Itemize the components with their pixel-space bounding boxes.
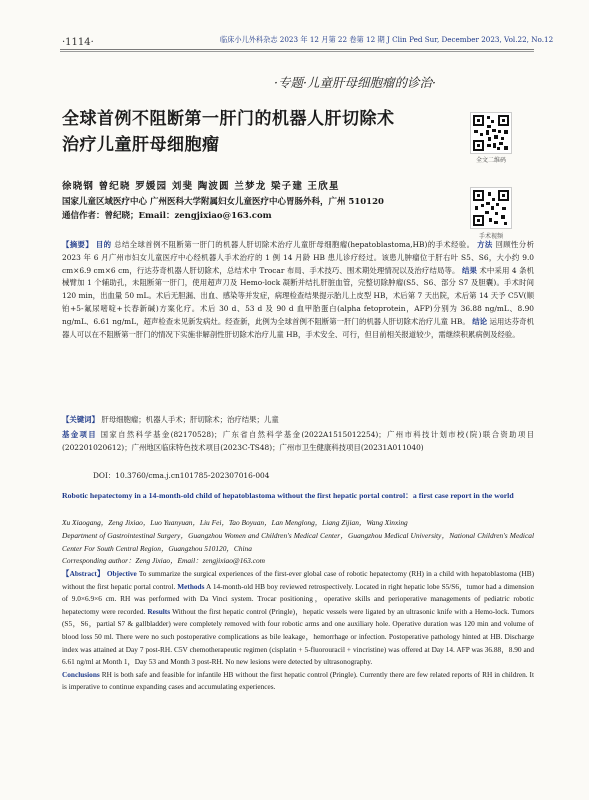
objective-label: 目的 [95, 240, 112, 249]
correspondence-line: 通信作者：曾纪晓；Email：zengjixiao@163.com [62, 211, 272, 221]
title-line-1: 全球首例不阻断第一肝门的机器人肝切除术 [62, 109, 395, 129]
english-conclusions-label: Conclusions [62, 669, 100, 679]
english-objective-label: Objective [106, 569, 137, 578]
english-authors: Xu Xiaogang，Zeng Jixiao，Luo Yuanyuan，Liu Fei，Tao Boyuan，Lan Menglong，Liang Zijian，Wang Xinxing [62, 518, 408, 527]
abstract-label: 【摘要】 [62, 240, 94, 249]
header-rule [60, 49, 534, 50]
chinese-abstract [62, 239, 534, 341]
objective-text: 总结全球首例不阻断第一肝门的机器人肝切除术治疗儿童肝母细胞瘤(hepatoblastoma,HB)的手术经验。 [114, 240, 475, 249]
methods-text: 回顾性分析 2023 年 6 月广州市妇女儿童医疗中心经机器人手术治疗的 1 例 14 月龄 HB 患儿诊疗经过。该患儿肿瘤位于肝右叶 S5、S6，大小约 9.0 cm×6.9 cm×6 cm，行达芬奇机器人肝切除术，总结术中 Trocar 布局、手术技巧、围术期处理情况以及治疗结局等。 [62, 240, 534, 275]
english-abstract [62, 568, 534, 694]
english-objective-text: To summarize the surgical experiences of the first-ever global case of robotic hepatectomy (RH) in a child with hepatoblastoma (HB) without the first hepatic portal control. [62, 569, 535, 591]
english-abstract-label: 【Abstract】 [62, 569, 105, 578]
funding-label: 基金项目 [62, 430, 97, 439]
english-title: Robotic hepatectomy in a 14-month-old child of hepatoblastoma without the first hepatic portal control：a first case report in the world [62, 491, 514, 500]
english-methods-text: A 14-month-old HB boy reviewed retrospectively. Located in right hepatic lobe S5/S6，tumor had a dimension of 9.0×6.9×6 cm. RH was performed with Da Vinci system. Trocar positioning，operative skills and perioperative managements of pediatric robotic hepatectomy were recorded. [62, 581, 535, 616]
qr-code-icon [471, 188, 511, 228]
fulltext-qr-code[interactable] [470, 112, 512, 154]
results-label: 结果 [461, 265, 477, 275]
video-qr-caption: 手术视频 [478, 233, 503, 240]
video-qr-code[interactable] [470, 187, 512, 229]
english-conclusions-text: RH is both safe and feasible for infantile HB without the first hepatic control (Pringle). Currently there are few related reports of RH in children. It is imperative to continue expanding cases and accumulating experiences. [62, 669, 535, 692]
english-authors-block [62, 517, 534, 568]
english-results-label: Results [147, 606, 171, 616]
page-number: ·1114· [62, 37, 94, 48]
doi[interactable]: DOI：10.3760/cma.j.cn101785-202307016-004 [93, 471, 270, 480]
affiliation [62, 195, 462, 223]
funding [62, 429, 534, 455]
affiliation-line: 国家儿童区域医疗中心 广州医科大学附属妇女儿童医疗中心胃肠外科，广州 510120 [62, 197, 384, 207]
funding-text: 国家自然科学基金(82170528)；广东省自然科学基金(2022A1515012254)；广州市科技计划市校(院)联合资助项目(202201020612)；广州地区临床特色技术项目(2023C-TS48)；广州市卫生健康科技项目(20231A011040) [62, 430, 534, 452]
journal-header: 临床小儿外科杂志 2023 年 12 月第 22 卷第 12 期 J Clin Ped Sur, December 2023, Vol.22, No.12 [220, 35, 554, 44]
english-methods-label: Methods [177, 581, 205, 591]
keywords-text: 肝母细胞瘤；机器人手术；肝切除术；治疗结果；儿童 [101, 415, 279, 424]
qr-code-icon [471, 113, 511, 153]
series-heading: ·专题·儿童肝母细胞瘤的诊治· [274, 75, 436, 90]
conclusion-label: 结论 [472, 316, 488, 326]
article-title [62, 106, 462, 158]
title-line-2: 治疗儿童肝母细胞瘤 [62, 135, 220, 155]
author-list: 徐晓钢 曾纪晓 罗媛园 刘斐 陶波圆 兰梦龙 梁子建 王欣星 [62, 181, 340, 192]
fulltext-qr-caption: 全文二维码 [475, 157, 506, 164]
keywords-label: 【关键词】 [62, 415, 99, 424]
english-affiliation: Department of Gastrointestinal Surgery，Guangzhou Women and Children's Medical Center，Guangzhou Medical University，National Children's Medical Center For South Central Region，Guangzhou 510120，China [62, 530, 534, 553]
chinese-keywords [62, 414, 534, 427]
results-text: 术中采用 4 条机械臂加 1 个辅助孔，未阻断第一肝门，使用超声刀及 Hemo-lock 凝断并结扎肝脏血管，完整切除肿瘤(S5、S6、部分 S7 及胆囊)。手术时间 120 min，出血量 50 mL。术后无胆漏、出血、感染等并发症，病理检查结果提示胎儿上皮型 HB，术后第 7 天出院，术后第 14 天予 C5V(顺铂+5-氟尿嘧啶+长春新碱)方案化疗。术后 30 d、53 d 及 90 d 血甲胎蛋白(alpha fetoprotein，AFP)分别为 36.88 ng/mL、8.90 ng/mL、6.61 ng/mL，超声检查未见新发病灶。经查新，此例为全球首例不阻断第一肝门的机器人肝切除术治疗儿童 HB。 [62, 265, 534, 326]
methods-label: 方法 [477, 240, 493, 249]
english-results-text: Without the first hepatic control (Pringle)，hepatic vessels were ligated by an ultrasonic knife with a Hemo-lock. Tumors (S5，S6，partial S7 & gallbladder) were completely removed with four robotic arms and one auxiliary hole. Operative duration was 120 min and volume of blood loss 50 ml. There were no such postoperative complications as bile leakage，hemorrhage or infection. Postoperative pathology hinted at HB. Discharge index was attained at Day 7 post-RH. C5V chemotherapeutic regimen (cisplatin + 5-fluorouracil + vincristine) was offered at Day 14. AFP was 36.88，8.90 and 6.61 ng/ml at Month 1，Day 53 and Month 3 post-RH. No new lesions were detected by ultrasonography. [62, 606, 534, 667]
english-correspondence: Corresponding author：Zeng Jixiao，Email：zengjixiao@163.com [62, 556, 265, 566]
header-rule-thin [60, 51, 534, 52]
conclusion-text: 运用达芬奇机器人可以在不阻断第一肝门的情况下实施非解剖性肝切除术治疗儿童 HB，手术安全、可行，但目前相关报道较少，需继续积累病例及经验。 [62, 316, 534, 339]
